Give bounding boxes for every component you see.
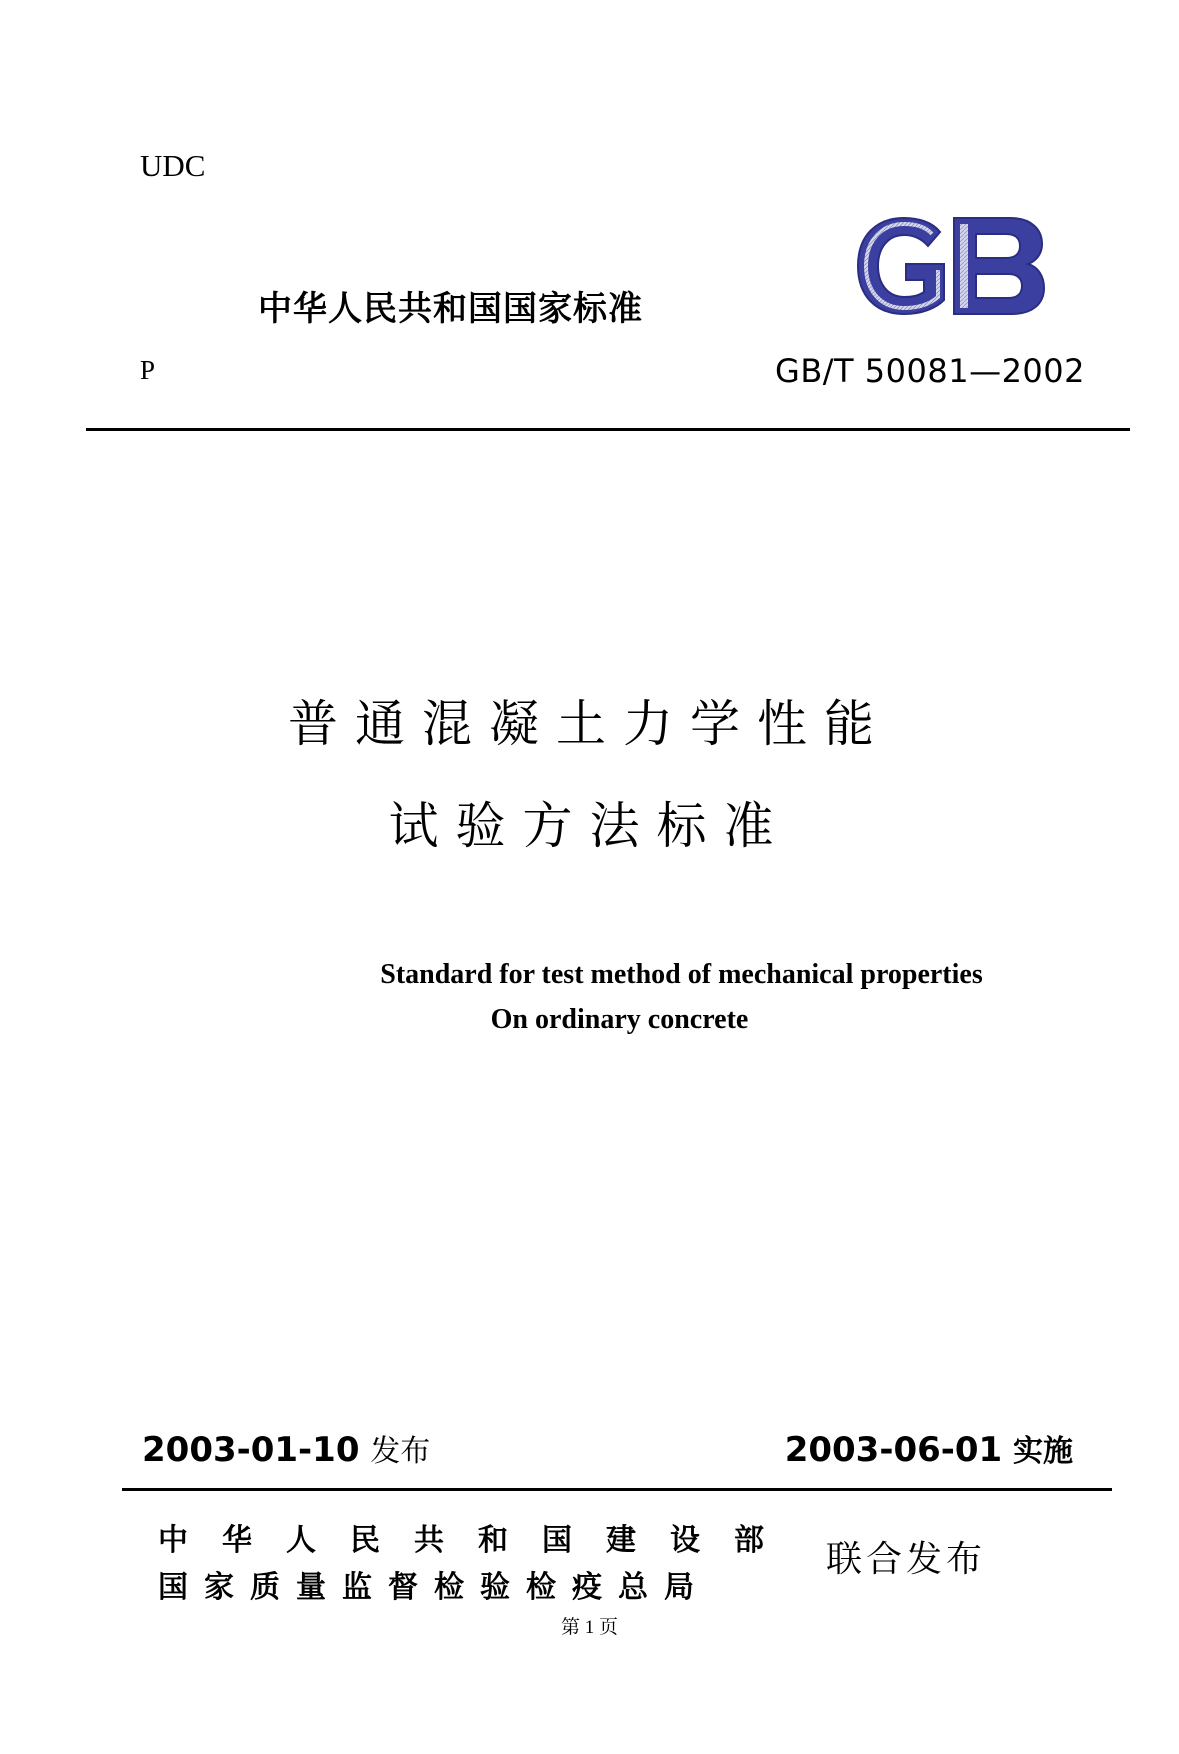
implementation-date <box>785 1426 1073 1470</box>
joint-publication-label: 联合发布 <box>826 1539 987 1580</box>
title-english-line-1: Standard for test method of mechanical properties <box>380 959 983 990</box>
publisher-line-1: 中华人民共和国建设部 <box>158 1523 798 1558</box>
national-standard-heading: 中华人民共和国国家标准 <box>258 289 643 329</box>
issue-date-label: 发布 <box>370 1434 431 1469</box>
udc-label: UDC <box>140 148 206 183</box>
title-chinese-line-2: 试验方法标准 <box>388 797 791 855</box>
issue-date-value: 2003-01-10 <box>142 1430 360 1470</box>
implementation-date-label: 实施 <box>1013 1434 1073 1469</box>
title-chinese-line-1: 普通混凝土力学性能 <box>288 695 891 753</box>
gb-logo <box>852 214 1048 318</box>
title-english-line-2: On ordinary concrete <box>490 1004 749 1035</box>
issue-date <box>142 1426 430 1470</box>
page-number: 第 1 页 <box>560 1617 618 1638</box>
classification-code: P <box>140 355 156 385</box>
header-divider <box>86 428 1130 431</box>
footer-divider <box>122 1488 1112 1491</box>
publisher-line-2: 国家质量监督检验检疫总局 <box>158 1570 710 1605</box>
implementation-date-value: 2003-06-01 <box>784 1430 1003 1470</box>
standard-number: GB/T 50081—2002 <box>775 352 1085 390</box>
